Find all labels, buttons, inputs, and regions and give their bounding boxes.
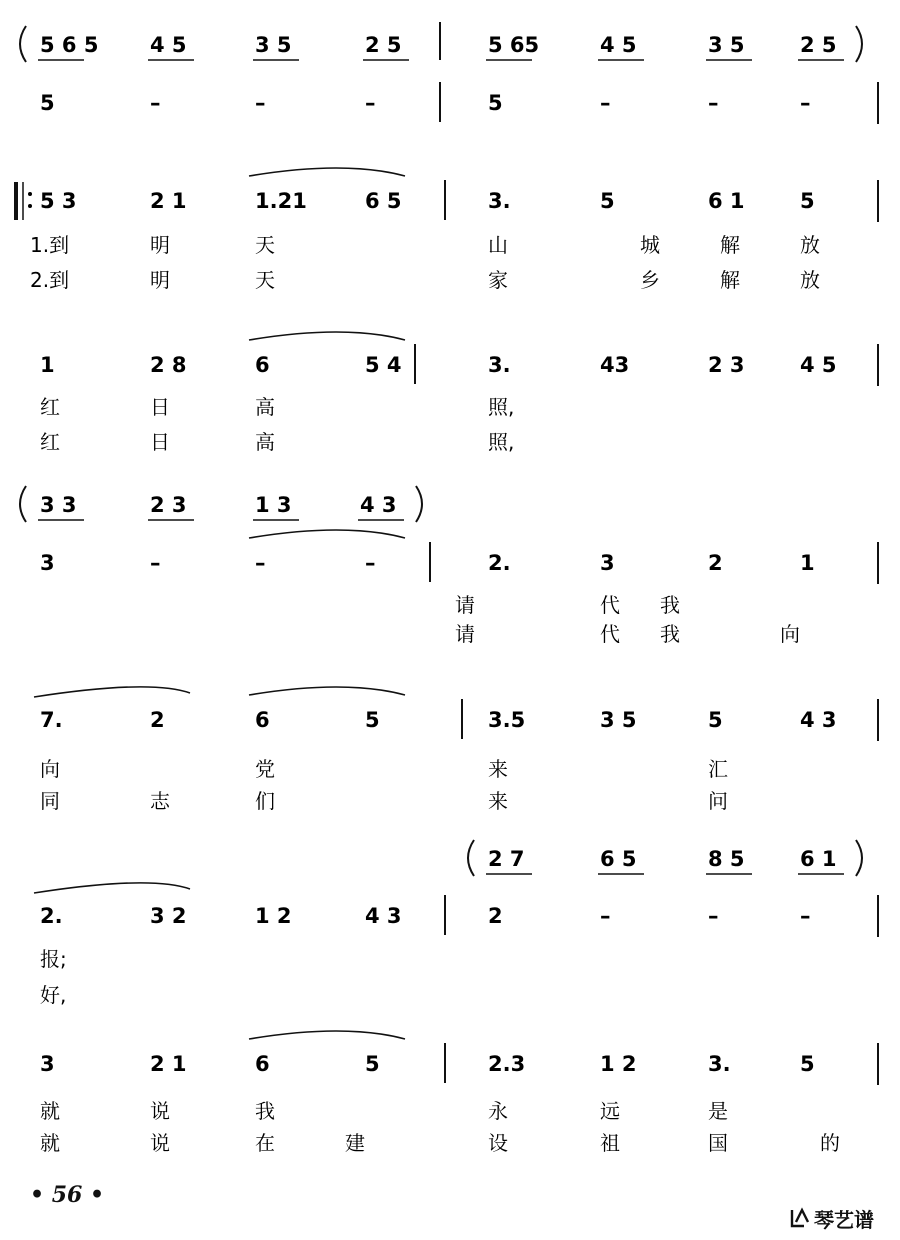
note: – xyxy=(255,551,266,575)
lyric-word: 明 xyxy=(150,233,170,257)
lyric-word: 我 xyxy=(660,593,680,617)
lyric-word: 家 xyxy=(488,268,508,292)
close-paren xyxy=(856,26,862,62)
note: 3 xyxy=(40,1052,55,1076)
lyric-word: 高 xyxy=(255,395,275,419)
note: 5 xyxy=(708,708,723,732)
lyric-word: 报; xyxy=(40,947,67,971)
lyric-word: 我 xyxy=(255,1099,275,1123)
slur xyxy=(249,332,405,340)
lyric-word: 党 xyxy=(255,757,275,781)
note: 2. xyxy=(488,551,511,575)
note: 3 5 xyxy=(600,708,637,732)
slur xyxy=(249,1031,405,1039)
intro-note: 4 5 xyxy=(600,33,637,57)
note: – xyxy=(800,91,811,115)
note: 5 xyxy=(40,91,55,115)
lyric-word: 是 xyxy=(708,1099,728,1123)
lyric-word: 放 xyxy=(800,268,820,292)
note: – xyxy=(150,91,161,115)
intro-note: 6 1 xyxy=(800,847,837,871)
open-paren xyxy=(468,840,474,876)
note: 2 3 xyxy=(708,353,745,377)
lyric-word: 永 xyxy=(488,1099,508,1123)
lyric-word: 说 xyxy=(150,1099,170,1123)
lyric-word: 山 xyxy=(488,233,508,257)
lyric-word: 高 xyxy=(255,430,275,454)
lyric-word: 好, xyxy=(40,983,67,1007)
intro-note: 4 5 xyxy=(150,33,187,57)
watermark-text: 琴艺谱 xyxy=(814,1207,874,1232)
note: 5 xyxy=(365,708,380,732)
lyric-word: 解 xyxy=(720,233,740,257)
repeat-dot xyxy=(28,192,32,196)
note: 1 xyxy=(800,551,815,575)
lyric-word: 城 xyxy=(640,233,660,257)
watermark-logo xyxy=(790,1204,890,1232)
lyric-word: 天 xyxy=(255,233,275,257)
note: 1 2 xyxy=(600,1052,637,1076)
lyric-word: 来 xyxy=(488,757,508,781)
note: 3. xyxy=(488,189,511,213)
note: – xyxy=(708,91,719,115)
lyric-word: 问 xyxy=(708,789,728,813)
lyric-word: 日 xyxy=(150,395,170,419)
lyric-word: 祖 xyxy=(600,1131,620,1155)
note: 4 3 xyxy=(800,708,837,732)
lyric-word: 国 xyxy=(708,1131,728,1155)
intro-note: 3 5 xyxy=(255,33,292,57)
note: – xyxy=(365,91,376,115)
note: 2 1 xyxy=(150,1052,187,1076)
lyric-word: 放 xyxy=(800,233,820,257)
note: 2. xyxy=(40,904,63,928)
lyric-word: 同 xyxy=(40,789,60,813)
note: 2 1 xyxy=(150,189,187,213)
slur xyxy=(34,883,190,893)
note: 5 xyxy=(488,91,503,115)
intro-note: 3 3 xyxy=(40,493,77,517)
lyric-word: 请 xyxy=(455,593,475,617)
note: 3 xyxy=(600,551,615,575)
logo-icon xyxy=(790,1206,812,1230)
page-number: • 56 • xyxy=(30,1182,105,1208)
lyric-word: 建 xyxy=(345,1131,365,1155)
slur xyxy=(249,168,405,176)
note: 6 xyxy=(255,353,270,377)
intro-note: 2 5 xyxy=(365,33,402,57)
close-paren xyxy=(416,486,422,522)
lyric-word: 乡 xyxy=(640,268,660,292)
repeat-dot xyxy=(28,204,32,208)
note: 5 3 xyxy=(40,189,77,213)
intro-note: 4 3 xyxy=(360,493,397,517)
note: 5 xyxy=(365,1052,380,1076)
note: – xyxy=(600,904,611,928)
note: 6 5 xyxy=(365,189,402,213)
note: 1 xyxy=(40,353,55,377)
lyric-word: 照, xyxy=(488,430,515,454)
open-paren xyxy=(20,26,26,62)
lyric-word: 来 xyxy=(488,789,508,813)
note: 5 xyxy=(600,189,615,213)
intro-note: 2 3 xyxy=(150,493,187,517)
note: 43 xyxy=(600,353,630,377)
note: 3.5 xyxy=(488,708,526,732)
lyric-word: 日 xyxy=(150,430,170,454)
lyric-word: 向 xyxy=(780,622,800,646)
note: 7. xyxy=(40,708,63,732)
note: 2 xyxy=(708,551,723,575)
lyric-word: 天 xyxy=(255,268,275,292)
note: 1.21 xyxy=(255,189,307,213)
lyric-word: 在 xyxy=(255,1131,275,1155)
intro-note: 5 65 xyxy=(488,33,540,57)
lyric-word: 2.到 xyxy=(30,268,70,292)
lyric-word: 代 xyxy=(600,622,620,646)
lyric-word: 向 xyxy=(40,757,60,781)
note: 1 2 xyxy=(255,904,292,928)
lyric-word: 请 xyxy=(455,622,475,646)
lyric-word: 设 xyxy=(488,1131,508,1155)
note: 3 xyxy=(40,551,55,575)
note: – xyxy=(365,551,376,575)
note: 2 xyxy=(488,904,503,928)
lyric-word: 解 xyxy=(720,268,740,292)
note: 2 xyxy=(150,708,165,732)
note: 5 4 xyxy=(365,353,402,377)
lyric-word: 说 xyxy=(150,1131,170,1155)
intro-note: 2 7 xyxy=(488,847,525,871)
lyric-word: 照, xyxy=(488,395,515,419)
lyric-word: 红 xyxy=(40,430,60,454)
lyric-word: 汇 xyxy=(708,757,728,781)
open-paren xyxy=(20,486,26,522)
lyric-word: 的 xyxy=(820,1131,840,1155)
note: 2 8 xyxy=(150,353,187,377)
note: 4 5 xyxy=(800,353,837,377)
intro-note: 6 5 xyxy=(600,847,637,871)
slur xyxy=(34,687,190,697)
intro-note: 3 5 xyxy=(708,33,745,57)
lyric-word: 就 xyxy=(40,1099,60,1123)
note: 6 1 xyxy=(708,189,745,213)
note: – xyxy=(600,91,611,115)
intro-note: 8 5 xyxy=(708,847,745,871)
note: 6 xyxy=(255,708,270,732)
slur xyxy=(249,687,405,695)
lyric-word: 远 xyxy=(600,1099,620,1123)
intro-note: 5 6 5 xyxy=(40,33,99,57)
intro-note: 1 3 xyxy=(255,493,292,517)
note: – xyxy=(800,904,811,928)
lyric-word: 我 xyxy=(660,622,680,646)
lyric-word: 就 xyxy=(40,1131,60,1155)
note: 5 xyxy=(800,189,815,213)
note: 3. xyxy=(708,1052,731,1076)
lyric-word: 志 xyxy=(150,789,170,813)
note: 5 xyxy=(800,1052,815,1076)
lyric-word: 1.到 xyxy=(30,233,70,257)
note: 3 2 xyxy=(150,904,187,928)
intro-note: 2 5 xyxy=(800,33,837,57)
slur xyxy=(249,530,405,538)
note: 2.3 xyxy=(488,1052,526,1076)
lyric-word: 明 xyxy=(150,268,170,292)
note: 4 3 xyxy=(365,904,402,928)
note: 3. xyxy=(488,353,511,377)
note: – xyxy=(255,91,266,115)
lyric-word: 代 xyxy=(600,593,620,617)
note: – xyxy=(708,904,719,928)
close-paren xyxy=(856,840,862,876)
lyric-word: 红 xyxy=(40,395,60,419)
note: 6 xyxy=(255,1052,270,1076)
lyric-word: 们 xyxy=(255,789,275,813)
note: – xyxy=(150,551,161,575)
